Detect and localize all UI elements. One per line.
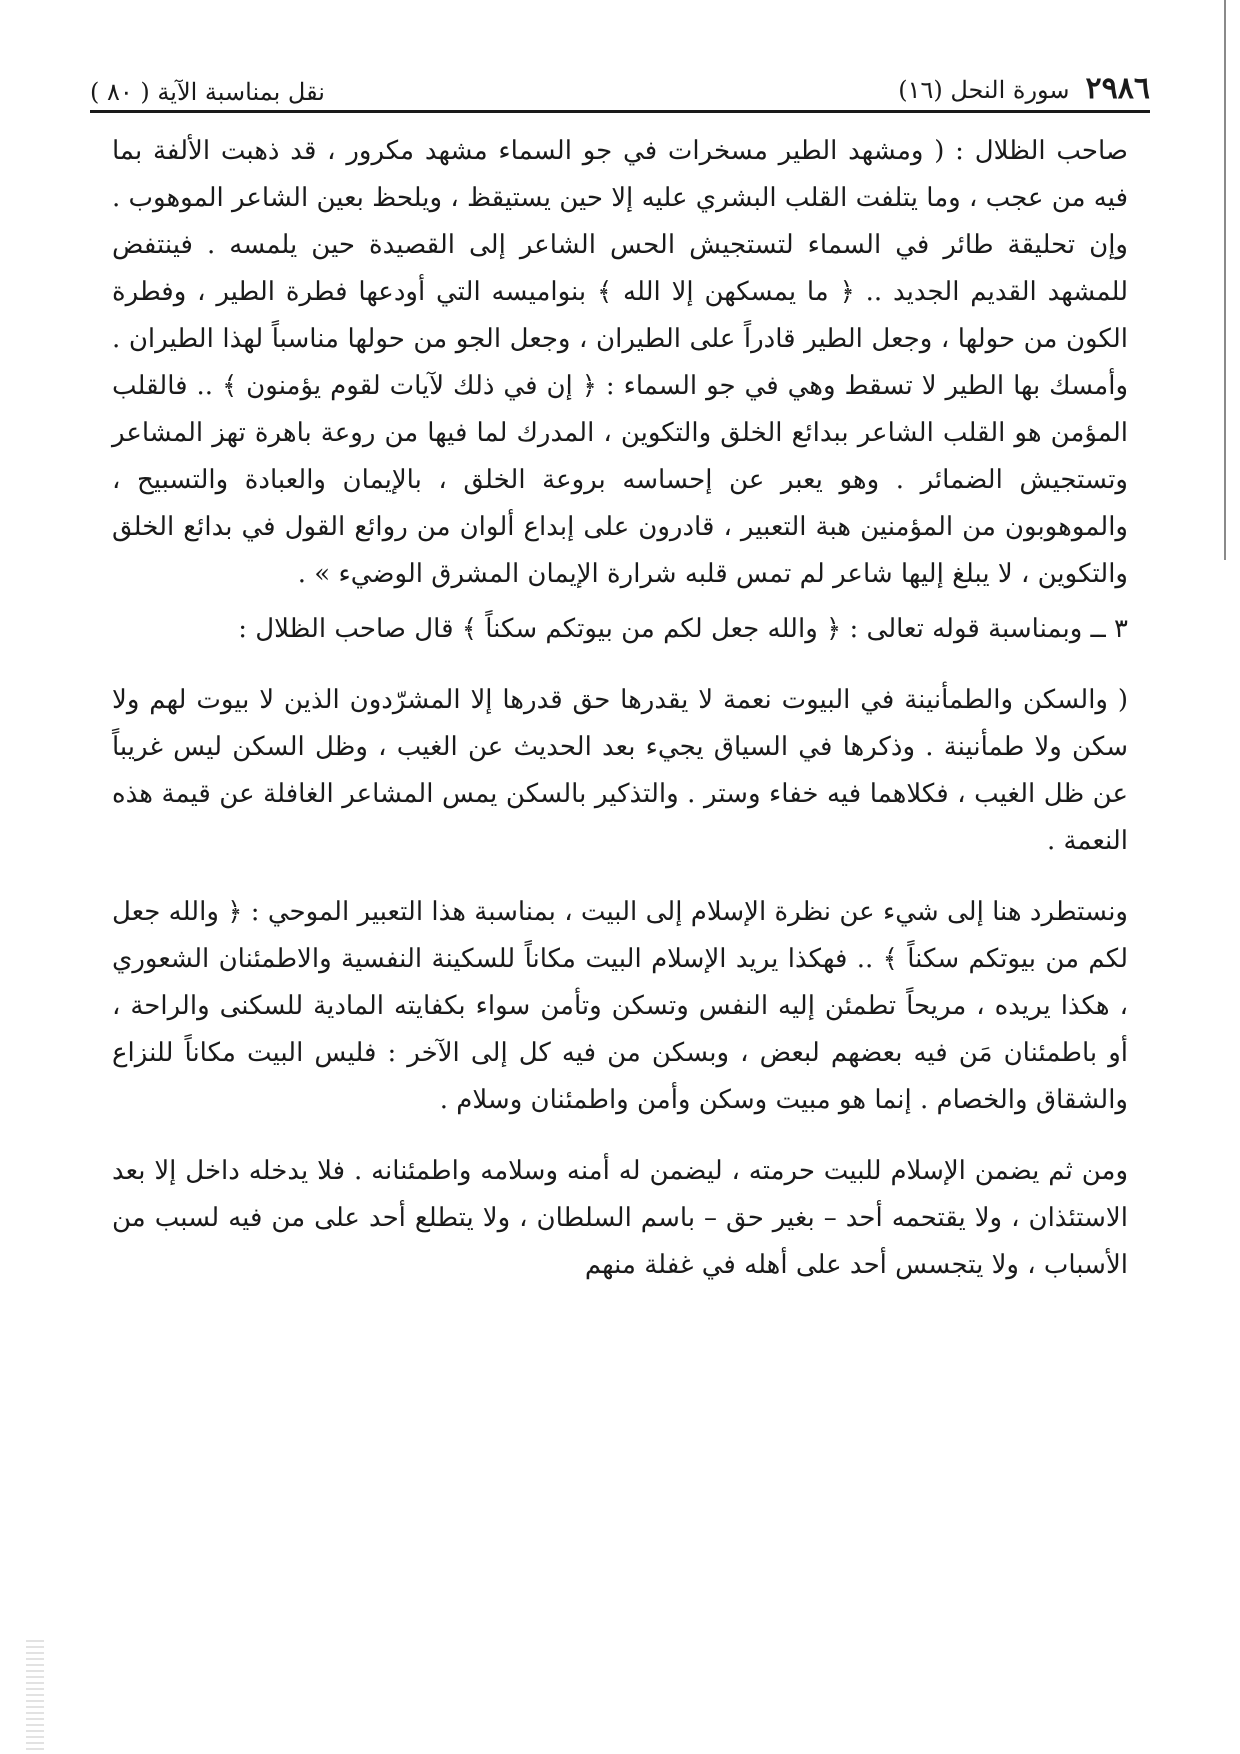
paragraph-home-sanctity: ومن ثم يضمن الإسلام للبيت حرمته ، ليضمن له أمنه وسلامه واطمئنانه . فلا يدخله داخل إلا بعد الاستئذان ، ولا يقتحمه أحد – بغير حق – باسم السلطان ، ولا يتطلع أحد على من فيه لسبب من الأسباب ، ولا يتجسس أحد على أهله في غفلة منهم — [112, 1156, 1128, 1280]
scan-edge-line — [1224, 0, 1226, 560]
scan-noise — [26, 1640, 44, 1750]
page-body — [112, 128, 1128, 1289]
surah-title: (١٦) سورة النحل — [898, 76, 1070, 104]
paragraph-item-3: ٣ ــ وبمناسبة قوله تعالى : ﴿ والله جعل لكم من بيوتكم سكناً ﴾ قال صاحب الظلال : — [238, 614, 1128, 644]
page-number: ٢٩٨٦ — [1085, 71, 1150, 106]
paragraph-quote-homes: ( والسكن والطمأنينة في البيوت نعمة لا يقدرها حق قدرها إلا المشرّدون الذين لا بيوت لهم ولا سكن ولا طمأنينة . وذكرها في السياق يجيء بعد الحديث عن الغيب ، وظل السكن ليس غريباً عن ظل الغيب ، فكلاهما فيه خفاء وستر . والتذكير بالسكن يمس المشاعر الغافلة عن قيمة هذه النعمة . — [112, 685, 1128, 856]
header-right — [898, 71, 1150, 106]
paragraph-islam-home: ونستطرد هنا إلى شيء عن نظرة الإسلام إلى البيت ، بمناسبة هذا التعبير الموحي : ﴿ والله جعل لكم من بيوتكم سكناً ﴾ .. فهكذا يريد الإسلام البيت مكاناً للسكينة النفسية والاطمئنان الشعوري ، هكذا يريده ، مريحاً تطمئن إليه النفس وتسكن وتأمن سواء بكفايته المادية للسكنى والراحة ، أو باطمئنان مَن فيه بعضهم لبعض ، وبسكن من فيه كل إلى الآخر : فليس البيت مكاناً للنزاع والشقاق والخصام . إنما هو مبيت وسكن وأمن واطمئنان وسلام . — [112, 897, 1128, 1115]
paragraph-quote-birds: صاحب الظلال : ( ومشهد الطير مسخرات في جو السماء مشهد مكرور ، قد ذهبت الألفة بما فيه من عجب ، وما يتلفت القلب البشري عليه إلا حين يستيقظ ، ويلحظ بعين الشاعر الموهوب . وإن تحليقة طائر في السماء لتستجيش الحس الشاعر إلى القصيدة حين يلمسه . فينتفض للمشهد القديم الجديد .. ﴿ ما يمسكهن إلا الله ﴾ بنواميسه التي أودعها فطرة الطير ، وفطرة الكون من حولها ، وجعل الطير قادراً على الطيران ، وجعل الجو من حولها مناسباً لهذا الطيران . وأمسك بها الطير لا تسقط وهي في جو السماء : ﴿ إن في ذلك لآيات لقوم يؤمنون ﴾ .. فالقلب المؤمن هو القلب الشاعر ببدائع الخلق والتكوين ، المدرك لما فيها من روعة باهرة تهز المشاعر وتستجيش الضمائر . وهو يعبر عن إحساسه بروعة الخلق ، بالإيمان والعبادة والتسبيح ، والموهوبون من المؤمنين هبة التعبير ، قادرون على إبداع ألوان من روائع القول في بدائع الخلق والتكوين ، لا يبلغ إليها شاعر لم تمس قلبه شرارة الإيمان المشرق الوضيء » . — [112, 136, 1128, 589]
header-note: نقل بمناسبة الآية ( ٨٠ ) — [90, 78, 325, 106]
running-header — [90, 58, 1150, 113]
